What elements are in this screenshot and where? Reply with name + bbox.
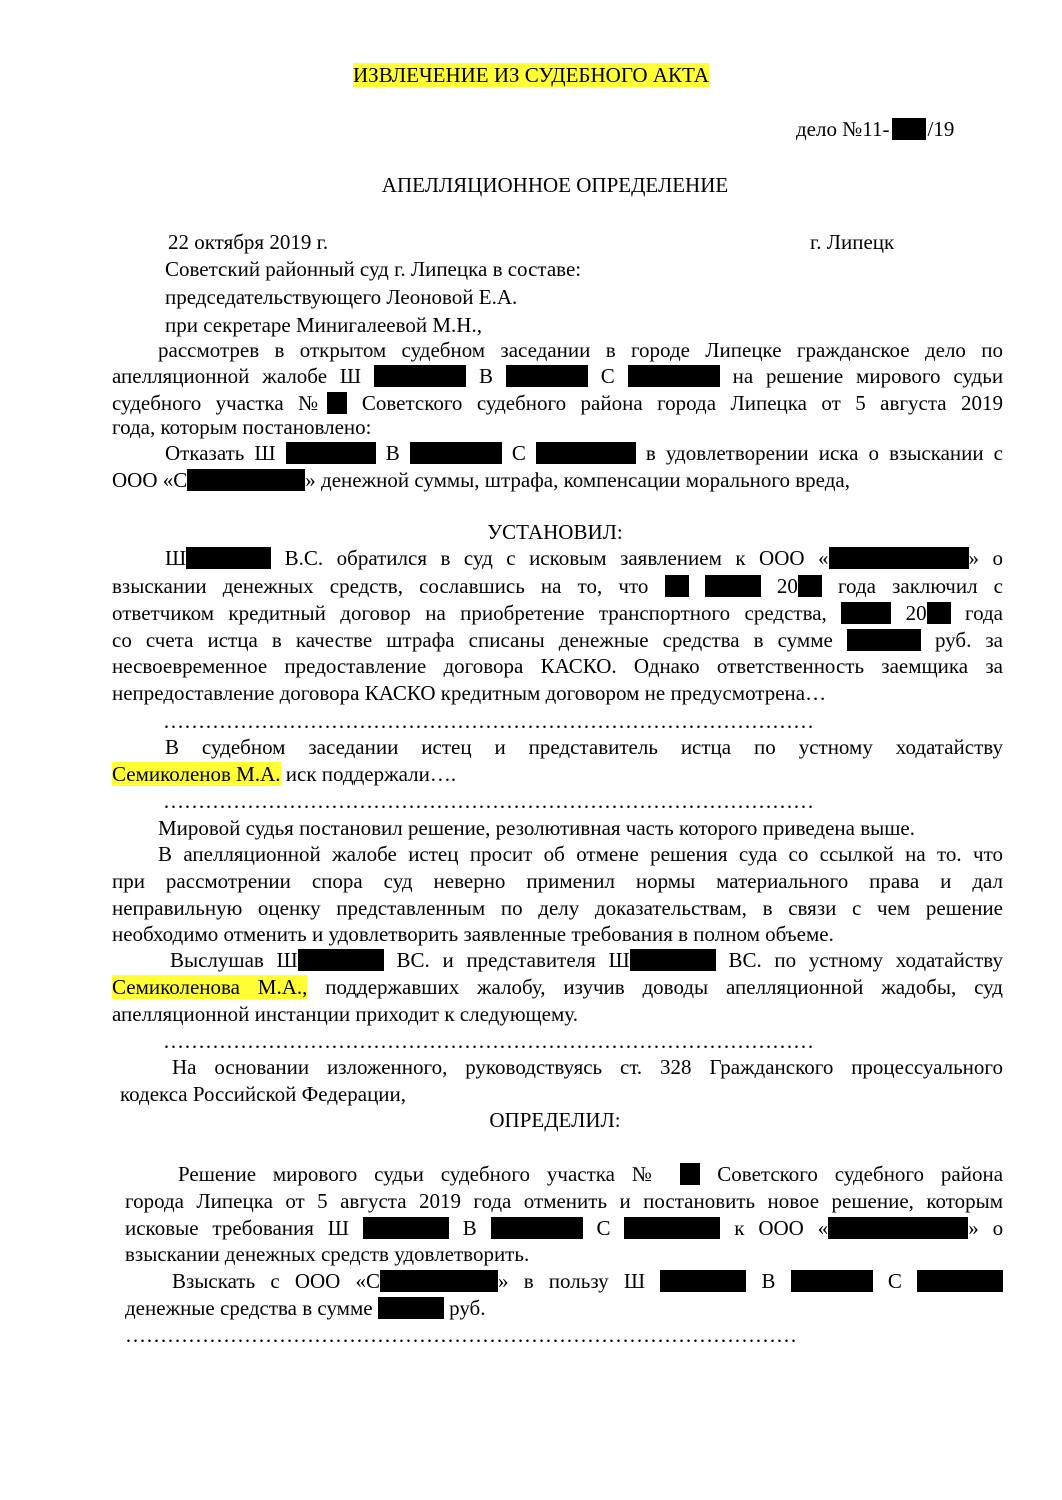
- intro-line-3: при секретаре Минигалеевой М.Н.,: [165, 313, 482, 337]
- header-text: ИЗВЛЕЧЕНИЕ ИЗ СУДЕБНОГО АКТА: [353, 63, 709, 87]
- ellipsis-line-3: …………………………………………………………………………………: [163, 1029, 814, 1053]
- p7-line-1: [170, 947, 1003, 973]
- redaction: [380, 1270, 498, 1292]
- redaction: [892, 118, 926, 140]
- redaction: [374, 365, 466, 387]
- text-segment: /19: [927, 117, 955, 141]
- text-segment: С: [887, 1269, 902, 1293]
- p3-line-6: непредоставление договора КАСКО кредитным договором не предусмотрена…: [112, 681, 827, 705]
- redaction: [680, 1163, 700, 1185]
- text-segment: иск поддержали….: [280, 762, 457, 786]
- redaction: [847, 629, 921, 651]
- redaction: [798, 575, 822, 597]
- redaction: [378, 1297, 444, 1319]
- document-title: АПЕЛЛЯЦИОННОЕ ОПРЕДЕЛЕНИЕ: [381, 173, 729, 197]
- p6-line-2: при рассмотрении спора суд неверно применил нормы материального права и дал: [112, 869, 1003, 893]
- text-segment: Советского судебного района: [717, 1162, 1004, 1186]
- ellipsis-line-2: …………………………………………………………………………………: [163, 789, 814, 813]
- text-segment: руб.: [449, 1296, 486, 1320]
- redaction: [186, 547, 271, 569]
- redaction: [628, 365, 720, 387]
- text-segment: в удовлетворении иска о взыскании с: [645, 441, 1003, 465]
- p6-line-3: неправильную оценку представленным по делу доказательствам, в связи с чем решение: [112, 896, 1003, 920]
- p9-line-3: [125, 1215, 1003, 1241]
- redaction: [917, 1270, 1003, 1292]
- representative-name: Семиколенова М.А.,: [112, 975, 308, 999]
- p3-line-2: [112, 573, 1003, 599]
- text-segment: » денежной суммы, штрафа, компенсации морального вреда,: [305, 468, 850, 492]
- text-segment: ВС. по устному ходатайству: [728, 948, 1004, 972]
- text-segment: С: [511, 441, 526, 465]
- redaction: [506, 365, 588, 387]
- text-segment: 20: [776, 574, 798, 598]
- text-segment: апелляционной жалобе Ш: [112, 364, 362, 388]
- text-segment: руб. за: [934, 628, 1003, 652]
- p10-line-1: [172, 1268, 1003, 1294]
- established-heading: УСТАНОВИЛ:: [487, 520, 623, 544]
- text-segment: Выслушав Ш: [170, 948, 298, 972]
- redaction: [363, 1217, 449, 1239]
- redaction: [660, 1270, 746, 1292]
- text-segment: В: [478, 364, 493, 388]
- text-segment: В: [761, 1269, 776, 1293]
- p9-line-1: [178, 1161, 1003, 1187]
- text-segment: денежные средства в сумме: [125, 1296, 373, 1320]
- text-segment: В.С. обратился в суд с исковым заявлением к ООО «: [284, 546, 829, 570]
- text-segment: дело №11-: [796, 117, 890, 141]
- redaction: [286, 442, 376, 464]
- text-segment: В: [462, 1216, 477, 1240]
- text-segment: Взыскать с ООО «С: [172, 1269, 381, 1293]
- p8-line-2: кодекса Российской Федерации,: [120, 1082, 407, 1106]
- ellipsis-line-1: …………………………………………………………………………………: [163, 709, 814, 733]
- redaction: [791, 1270, 873, 1292]
- p3-line-3: [112, 600, 1003, 626]
- redaction: [624, 1217, 720, 1239]
- p3-line-4: [112, 627, 1003, 653]
- redaction: [298, 949, 384, 971]
- text-segment: года заключил с: [837, 574, 1004, 598]
- text-segment: Ш: [165, 546, 187, 570]
- text-segment: » о: [968, 1216, 1004, 1240]
- redaction: [410, 442, 502, 464]
- redaction: [327, 392, 347, 414]
- text-segment: Советского судебного района города Липецка от 5 августа 2019: [361, 391, 1003, 415]
- intro-line-1: Советский районный суд г. Липецка в составе:: [165, 257, 582, 281]
- document-header: [0, 62, 1062, 88]
- text-segment: года: [965, 601, 1004, 625]
- p2-line-1: [165, 440, 1003, 466]
- redaction: [829, 547, 969, 569]
- text-segment: взыскании денежных средств, сославшись на то, что: [112, 574, 649, 598]
- text-segment: исковые требования Ш: [125, 1216, 349, 1240]
- p6-line-1: В апелляционной жалобе истец просит об отмене решения суда со ссылкой на то. что: [158, 842, 1003, 866]
- redaction: [927, 602, 951, 624]
- decided-heading: ОПРЕДЕЛИЛ:: [489, 1108, 621, 1132]
- document-city: г. Липецк: [810, 230, 895, 254]
- p7-line-2: [112, 974, 1003, 1000]
- text-segment: » о: [968, 546, 1003, 570]
- p1-line-3: [112, 390, 1003, 416]
- text-segment: С: [600, 364, 615, 388]
- text-segment: Решение мирового судьи судебного участка №: [178, 1162, 664, 1186]
- text-segment: » в пользу Ш: [498, 1269, 646, 1293]
- p4-line-2: [112, 761, 456, 787]
- p5-line: Мировой судья постановил решение, резолютивная часть которого приведена выше.: [158, 816, 915, 840]
- ellipsis-line-4: ……………………………………………………………………………………: [125, 1323, 797, 1347]
- redaction: [536, 442, 636, 464]
- text-segment: поддержавших жалобу, изучив доводы апелляционной жадобы, суд: [307, 975, 1003, 999]
- p9-line-4: взыскании денежных средств удовлетворить.: [125, 1242, 530, 1266]
- text-segment: к ООО «: [734, 1216, 829, 1240]
- text-segment: со счета истца в качестве штрафа списаны денежные средства в сумме: [112, 628, 833, 652]
- intro-line-2: председательствующего Леоновой Е.А.: [165, 285, 518, 309]
- p10-line-2: [125, 1295, 485, 1321]
- text-segment: С: [596, 1216, 611, 1240]
- redaction: [841, 602, 891, 624]
- redaction: [828, 1217, 968, 1239]
- redaction: [705, 575, 761, 597]
- p1-line-2: [112, 363, 1003, 389]
- text-segment: ВС. и представителя Ш: [396, 948, 630, 972]
- text-segment: ООО «С: [112, 468, 188, 492]
- case-number: [796, 116, 954, 142]
- redaction: [491, 1217, 583, 1239]
- text-segment: ответчиком кредитный договор на приобретение транспортного средства,: [112, 601, 827, 625]
- p1-line-1: рассмотрев в открытом судебном заседании в городе Липецке гражданское дело по: [158, 338, 1003, 362]
- p7-line-3: апелляционной инстанции приходит к следующему.: [112, 1002, 578, 1026]
- representative-name: Семиколенов М.А.: [112, 762, 281, 786]
- text-segment: на решение мирового судьи: [732, 364, 1004, 388]
- redaction: [187, 469, 305, 491]
- document-date: 22 октября 2019 г.: [168, 230, 329, 254]
- p3-line-1: [165, 545, 1003, 571]
- p1-line-4: года, которым постановлено:: [112, 415, 372, 439]
- p3-line-5: несвоевременное предоставление договора КАСКО. Однако ответственность заемщика за: [112, 654, 1003, 678]
- p9-line-2: города Липецка от 5 августа 2019 года отменить и постановить новое решение, которым: [125, 1189, 1003, 1213]
- p6-line-4: необходимо отменить и удовлетворить заявленные требования в полном объеме.: [112, 922, 834, 946]
- p4-line-1: В судебном заседании истец и представитель истца по устному ходатайству: [165, 735, 1003, 759]
- redaction: [665, 575, 689, 597]
- text-segment: Отказать Ш: [165, 441, 276, 465]
- p8-line-1: На основании изложенного, руководствуясь ст. 328 Гражданского процессуального: [172, 1055, 1003, 1079]
- text-segment: 20: [905, 601, 927, 625]
- text-segment: судебного участка №: [112, 391, 328, 415]
- p2-line-2: [112, 467, 850, 493]
- redaction: [630, 949, 716, 971]
- text-segment: В: [385, 441, 400, 465]
